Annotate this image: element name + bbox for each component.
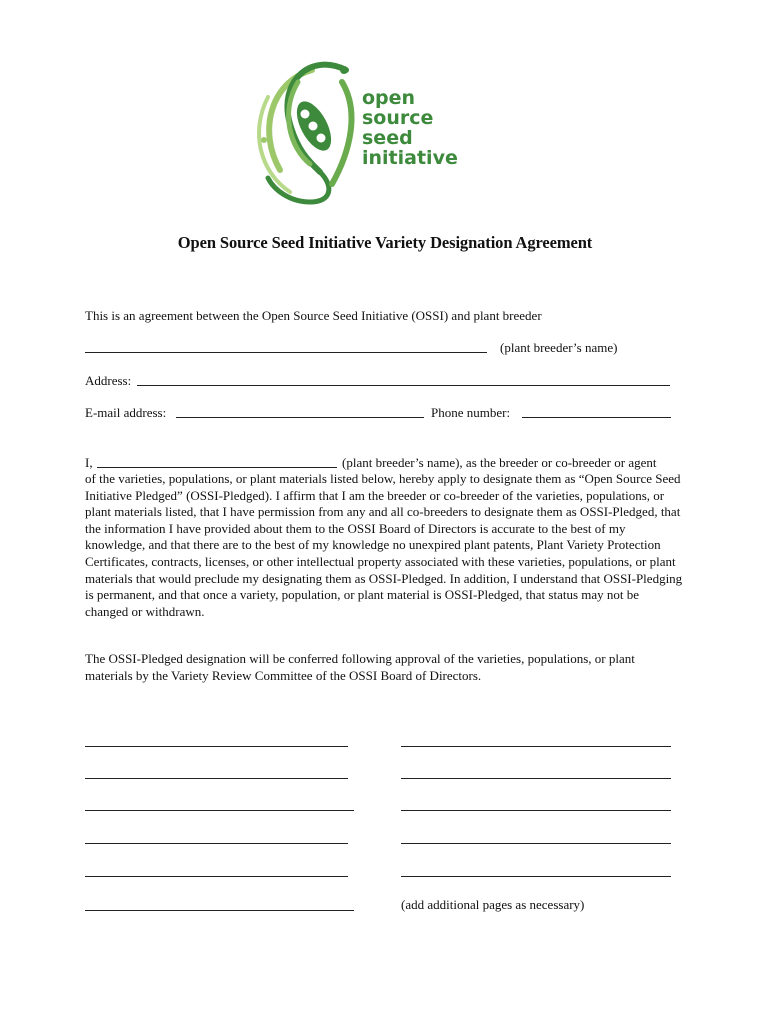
address-field[interactable] [137, 385, 670, 386]
variety-line-right-5[interactable] [401, 876, 671, 877]
variety-line-left-3[interactable] [85, 810, 354, 811]
additional-pages-note: (add additional pages as necessary) [401, 897, 585, 912]
svg-text:seed: seed [362, 127, 413, 149]
intro-text: This is an agreement between the Open Source Seed Initiative (OSSI) and plant breeder [85, 308, 542, 323]
breeder-name-label: (plant breeder’s name) [500, 340, 618, 355]
email-label: E-mail address: [85, 405, 167, 420]
variety-line-right-2[interactable] [401, 778, 671, 779]
variety-line-left-5[interactable] [85, 876, 348, 877]
variety-line-left-6[interactable] [85, 910, 354, 911]
phone-label: Phone number: [431, 405, 511, 420]
email-field[interactable] [176, 417, 424, 418]
address-label: Address: [85, 373, 132, 388]
pledge-lead: I, [85, 455, 93, 470]
pledge-body: of the varieties, populations, or plant materials listed below, hereby apply to designate them as “Open Source Seed Initiative Pledged” (OSSI-Pledged). I affirm that I am the breeder or co-breeder of the varieties, populations, or plant materials listed, that I have permission from any and all co-breeders to designate them as OSSI-Pledged, that the information I have provided about them to the OSSI Board of Directors is accurate to the best of my knowledge, and that there are to the best of my knowledge no unexpired plant patents, Plant Variety Protection Certificates, contracts, licenses, or other intellectual property associated with these varieties, populations, or plant materials that would preclude my designating them as OSSI-Pledged. In addition, I understand that OSSI-Pledging is permanent, and that once a variety, population, or plant material is OSSI-Pledged, that status may not be changed or withdrawn. [85, 471, 683, 619]
breeder-name-field[interactable] [85, 352, 487, 353]
approval-text: The OSSI-Pledged designation will be conferred following approval of the varieties, populations, or plant materials by the Variety Review Committee of the OSSI Board of Directors. [85, 651, 635, 683]
variety-line-right-4[interactable] [401, 843, 671, 844]
variety-line-left-1[interactable] [85, 746, 348, 747]
phone-field[interactable] [522, 417, 671, 418]
document-title: Open Source Seed Initiative Variety Designation Agreement [177, 233, 593, 252]
svg-text:initiative: initiative [362, 147, 458, 169]
variety-line-left-2[interactable] [85, 778, 348, 779]
pledge-name-field[interactable] [97, 467, 337, 468]
svg-text:source: source [362, 107, 434, 129]
ossi-logo [250, 52, 460, 210]
variety-line-left-4[interactable] [85, 843, 348, 844]
seed-spiral-icon [250, 52, 460, 210]
variety-line-right-3[interactable] [401, 810, 671, 811]
pledge-name-hint: (plant breeder’s name), as the breeder or co-breeder or agent [342, 455, 657, 470]
variety-line-right-1[interactable] [401, 746, 671, 747]
svg-text:open: open [362, 87, 416, 109]
